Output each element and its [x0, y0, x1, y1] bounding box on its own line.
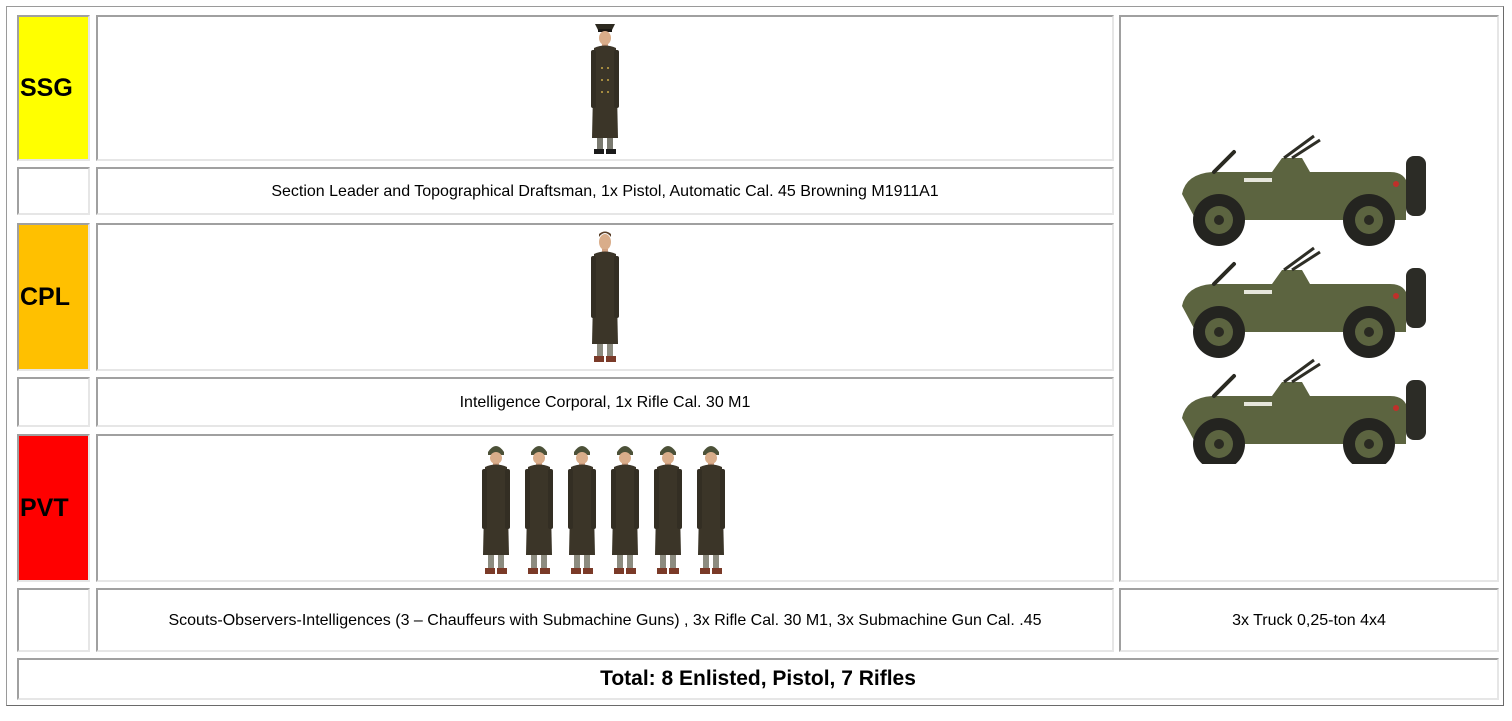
description-text: Section Leader and Topographical Draftsman, 1x Pistol, Automatic Cal. 45 Browning M1911A1	[271, 182, 939, 200]
rank-label: PVT	[20, 493, 69, 522]
vehicle-description-text: 3x Truck 0,25-ton 4x4	[1232, 611, 1386, 629]
figure-cell-pvt	[96, 434, 1114, 582]
rank-cell-pvt	[17, 434, 90, 582]
corporal-figure-icon	[585, 227, 625, 367]
jeep-icon	[1182, 136, 1426, 246]
description-cell-pvt	[96, 588, 1114, 652]
rank-label: CPL	[20, 282, 70, 311]
rank-spacer-ssg	[17, 167, 90, 215]
jeep-icon	[1182, 248, 1426, 358]
helmeted-soldier-icon	[525, 446, 553, 574]
rank-cell-ssg	[17, 15, 90, 161]
jeep-group	[1174, 134, 1444, 464]
rank-label: SSG	[20, 73, 73, 102]
helmeted-soldier-icon	[654, 446, 682, 574]
description-cell-ssg	[96, 167, 1114, 215]
officer-figure-icon	[585, 18, 625, 158]
jeep-icon	[1182, 360, 1426, 464]
rank-spacer-pvt	[17, 588, 90, 652]
description-text: Scouts-Observers-Intelligences (3 – Chauffeurs with Submachine Guns) , 3x Rifle Cal. 30 M1, 3x Submachine Gun Cal. .45	[168, 611, 1042, 629]
helmeted-soldier-group	[476, 438, 734, 578]
total-text: Total: 8 Enlisted, Pistol, 7 Rifles	[600, 667, 916, 690]
vehicle-image-cell	[1119, 15, 1499, 582]
figure-cell-ssg	[96, 15, 1114, 161]
helmeted-soldier-icon	[482, 446, 510, 574]
rank-cell-cpl	[17, 223, 90, 371]
organization-table	[6, 6, 1504, 706]
total-cell	[17, 658, 1499, 700]
description-text: Intelligence Corporal, 1x Rifle Cal. 30 M1	[459, 393, 751, 411]
helmeted-soldier-icon	[697, 446, 725, 574]
rank-spacer-cpl	[17, 377, 90, 427]
vehicle-description-cell	[1119, 588, 1499, 652]
description-cell-cpl	[96, 377, 1114, 427]
helmeted-soldier-icon	[568, 446, 596, 574]
helmeted-soldier-icon	[611, 446, 639, 574]
figure-cell-cpl	[96, 223, 1114, 371]
